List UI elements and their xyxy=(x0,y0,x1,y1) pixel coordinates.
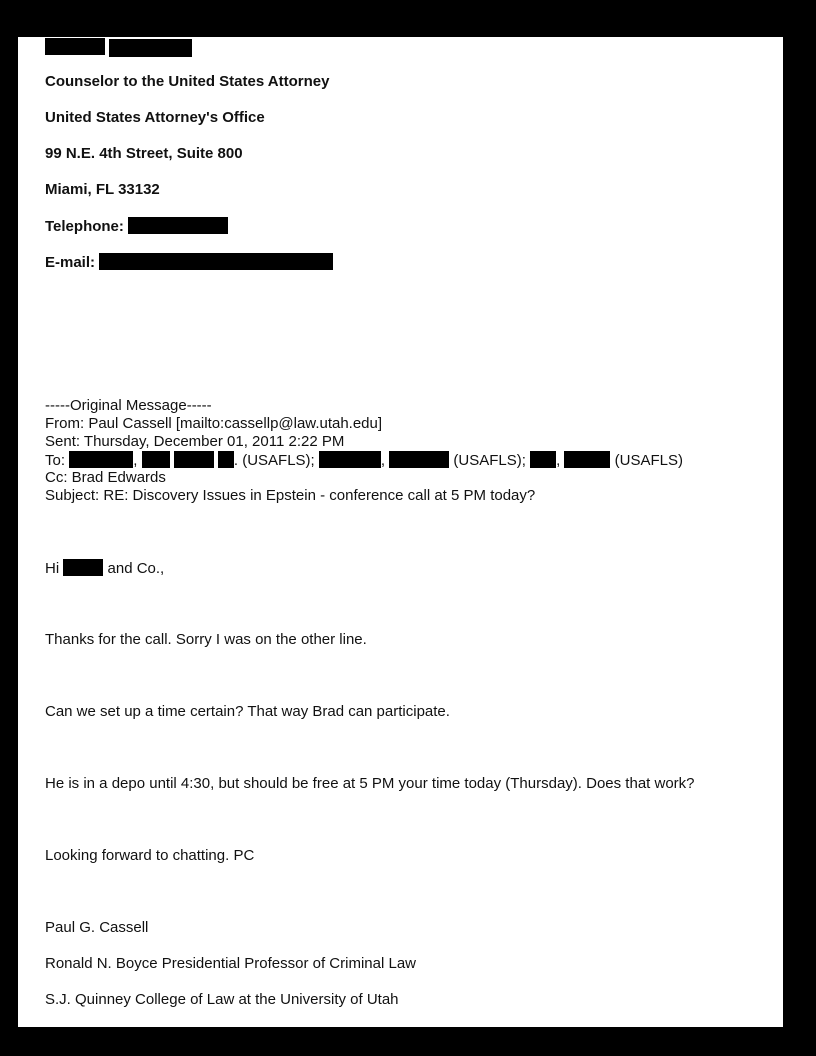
redacted-recipient xyxy=(69,451,133,468)
body-paragraph-4: Looking forward to chatting. PC xyxy=(45,847,255,864)
redacted-recipient xyxy=(389,451,449,468)
redacted-recipient xyxy=(319,451,381,468)
redacted-recipient xyxy=(564,451,610,468)
header-subject: Subject: RE: Discovery Issues in Epstein - conference call at 5 PM today? xyxy=(45,487,536,504)
signature-email xyxy=(45,253,333,272)
header-cc: Cc: Brad Edwards xyxy=(45,469,166,486)
header-to xyxy=(45,451,683,470)
redacted-recipient xyxy=(174,451,214,468)
greeting-prefix: Hi xyxy=(45,560,60,577)
to-usafls: (USAFLS); xyxy=(453,452,526,469)
to-separator: , xyxy=(133,452,138,469)
redacted-greeting-name xyxy=(63,559,103,576)
signature-title: Counselor to the United States Attorney xyxy=(45,73,330,90)
signature-street: 99 N.E. 4th Street, Suite 800 xyxy=(45,145,243,162)
signature-telephone xyxy=(45,217,228,236)
telephone-label: Telephone: xyxy=(45,218,124,235)
redacted-name-last xyxy=(109,39,192,57)
header-from: From: Paul Cassell [mailto:cassellp@law.utah.edu] xyxy=(45,415,383,432)
to-usafls: . (USAFLS); xyxy=(233,452,315,469)
original-message-separator: -----Original Message----- xyxy=(45,397,212,414)
body-paragraph-3: He is in a depo until 4:30, but should be free at 5 PM your time today (Thursday). Does that work? xyxy=(45,775,695,792)
signature-office: United States Attorney's Office xyxy=(45,109,265,126)
redacted-telephone xyxy=(128,217,228,234)
sender-position: Ronald N. Boyce Presidential Professor of Criminal Law xyxy=(45,955,416,972)
body-paragraph-1: Thanks for the call. Sorry I was on the other line. xyxy=(45,631,367,648)
document-page xyxy=(18,37,783,1027)
sender-school: S.J. Quinney College of Law at the University of Utah xyxy=(45,991,399,1008)
redacted-recipient xyxy=(142,451,170,468)
to-usafls: (USAFLS) xyxy=(614,452,683,469)
redacted-recipient xyxy=(530,451,556,468)
redacted-name-first xyxy=(45,38,105,55)
greeting-suffix: and Co., xyxy=(107,560,165,577)
sender-name: Paul G. Cassell xyxy=(45,919,149,936)
to-separator: , xyxy=(556,452,561,469)
redacted-recipient xyxy=(218,451,234,468)
to-separator: , xyxy=(380,452,386,469)
signature-city: Miami, FL 33132 xyxy=(45,181,160,198)
header-sent: Sent: Thursday, December 01, 2011 2:22 PM xyxy=(45,433,345,450)
email-label: E-mail: xyxy=(45,254,96,271)
redacted-email xyxy=(99,253,333,270)
to-label: To: xyxy=(45,452,66,469)
greeting xyxy=(45,559,164,578)
body-paragraph-2: Can we set up a time certain? That way Brad can participate. xyxy=(45,703,450,720)
